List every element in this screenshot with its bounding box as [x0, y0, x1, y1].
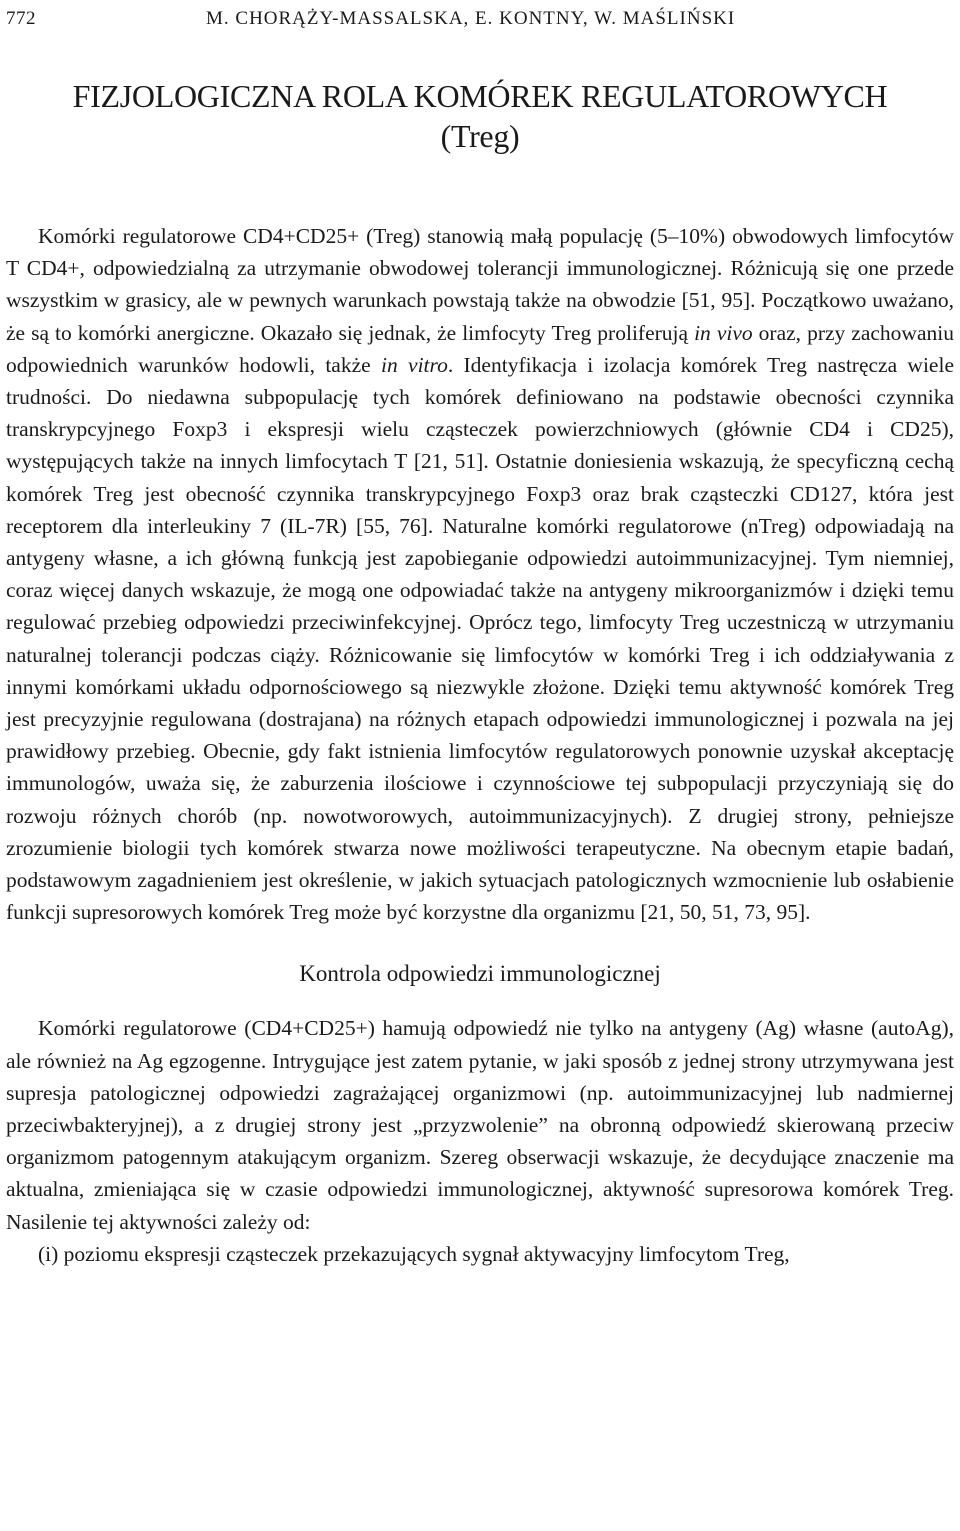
section-paragraph: Komórki regulatorowe (CD4+CD25+) hamują odpowiedź nie tylko na antygeny (Ag) własne (autoAg), ale również na Ag egzogenne. Intrygujące jest zatem pytanie, w jaki sposób z jednej strony utrzymywana jest supresja patologicznej odpowiedzi zagrażającej organizmowi (np. autoimmunizacyjnej lub nadmiernej przeciwbakteryjnej), a z drugiej strony jest „przyzwolenie” na obronną odpowiedź skierowaną przeciw organizmom patogennym atakującym organizm. Szereg obserwacji wskazuje, że decydujące znaczenie ma aktualna, zmieniająca się w czasie odpowiedzi immunologicznej, aktywność supresorowa komórek Treg. Nasilenie tej aktywności zależy od:	[6, 1016, 954, 1234]
section-title-line-2: (Treg)	[440, 118, 520, 154]
intro-text-2: oraz, przy zachowaniu odpowiednich warunków hodowli, także	[6, 320, 954, 377]
section-title-line-1: FIZJOLOGICZNA ROLA KOMÓREK REGULATOROWYCH	[72, 78, 888, 114]
running-header	[6, 0, 954, 40]
intro-text-3: . Identyfikacja i izolacja komórek Treg nastręcza wiele trudności. Do niedawna subpopulację tych komórek definiowano na podstawie obecności czynnika transkrypcyjnego Foxp3 i ekspresji wielu cząsteczek powierzchniowych (głównie CD4 i CD25), występujących także na innych limfocytach T [21, 51]. Ostatnie doniesienia wskazują, że specyficzną cechą komórek Treg jest obecność czynnika transkrypcyjnego Foxp3 oraz brak cząsteczki CD127, która jest receptorem dla interleukiny 7 (IL-7R) [55, 76]. Naturalne komórki regulatorowe (nTreg) odpowiadają na antygeny własne, a ich główną funkcją jest zapobieganie odpowiedzi autoimmunizacyjnej. Tym niemniej, coraz więcej danych wskazuje, że mogą one odpowiadać także na antygeny mikroorganizmów i dzięki temu regulować przebieg odpowiedzi przeciwinfekcyjnej. Oprócz tego, limfocyty Treg uczestniczą w utrzymaniu naturalnej tolerancji podczas ciąży. Różnicowanie się limfocytów w komórki Treg i ich oddziaływania z innymi komórkami układu odpornościowego są niezwykle złożone. Dzięki temu aktywność komórek Treg jest precyzyjnie regulowana (dostrajana) na różnych etapach odpowiedzi immunologicznej i pozwala na jej prawidłowy przebieg. Obecnie, gdy fakt istnienia limfocytów regulatorowych ponownie uzyskał akceptację immunologów, uważa się, że zaburzenia ilościowe i czynnościowe tej subpopulacji przyczyniają się do rozwoju różnych chorób (np. nowotworowych, autoimmunizacyjnych). Z drugiej strony, pełniejsze zrozumienie biologii tych komórek stwarza nowe możliwości terapeutyczne. Na obecnym etapie badań, podstawowym zagadnieniem jest określenie, w jakich sytuacjach patologicznych wzmocnienie lub osłabienie funkcji supresorowych komórek Treg może być korzystne dla organizmu [21, 50, 51, 73, 95].	[6, 352, 954, 925]
intro-paragraph	[6, 220, 954, 928]
in-vivo-term: in vivo	[694, 320, 753, 345]
header-authors: M. CHORĄŻY-MASSALSKA, E. KONTNY, W. MAŚLIŃSKI	[206, 8, 736, 29]
in-vitro-term: in vitro	[381, 352, 448, 377]
list-item: (i) poziomu ekspresji cząsteczek przekazujących sygnał aktywacyjny limfocytom Treg,	[38, 1241, 790, 1266]
section-title	[6, 76, 954, 156]
document-page	[6, 0, 954, 1270]
intro-text-1: Komórki regulatorowe CD4+CD25+ (Treg) stanowią małą populację (5–10%) obwodowych limfocytów T CD4+, odpowiedzialną za utrzymanie obwodowej tolerancji immunologicznej. Różnicują się one przede wszystkim w grasicy, ale w pewnych warunkach powstają także na obwodzie [51, 95]. Początkowo uważano, że są to komórki anergiczne. Okazało się jednak, że limfocyty Treg proliferują	[6, 224, 954, 345]
page-number: 772	[6, 8, 36, 29]
subsection-heading: Kontrola odpowiedzi immunologicznej	[299, 961, 661, 987]
